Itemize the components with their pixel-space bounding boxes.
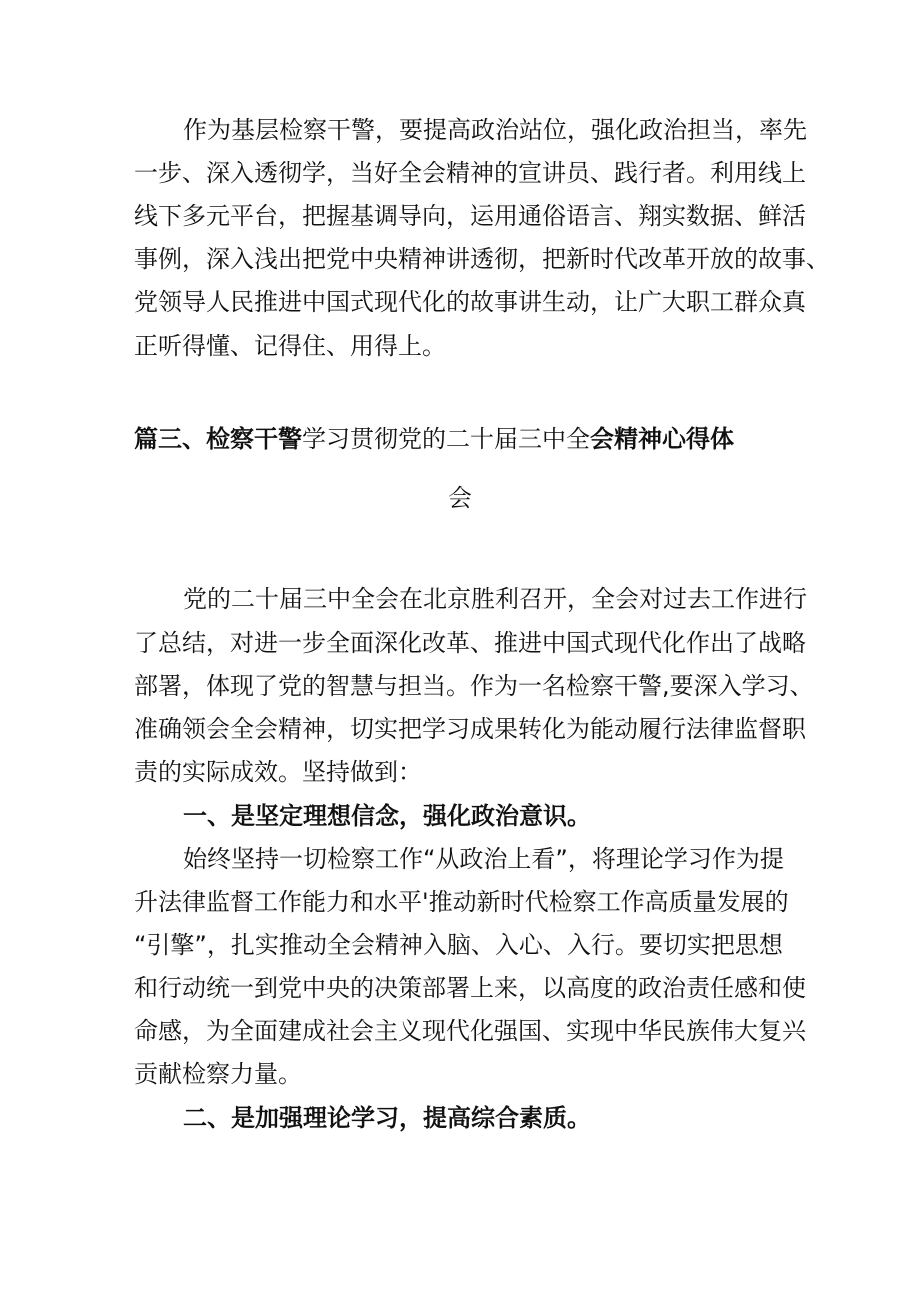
section-heading <box>134 423 734 455</box>
paragraph-line: 事例，深入浅出把党中央精神讲透彻，把新时代改革开放的故事、 <box>134 245 830 273</box>
paragraph-line: 党领导人民推进中国式现代化的故事讲生动，让广大职工群众真 <box>134 288 806 316</box>
paragraph-line: 和行动统一到党中央的决策部署上来，以高度的政治责任感和使 <box>134 974 806 1002</box>
paragraph-line: 正听得懂、记得住、用得上。 <box>134 332 446 360</box>
heading-part-bold: 篇三、检察干警 <box>134 425 302 453</box>
paragraph-line: 线下多元平台，把握基调导向，运用通俗语言、翔实数据、鲜活 <box>134 202 806 230</box>
paragraph-line: 责的实际成效。坚持做到： <box>134 758 422 786</box>
subsection-title-2: 二、是加强理论学习，提高综合素质。 <box>183 1104 591 1132</box>
paragraph-line: 一步、深入透彻学，当好全会精神的宣讲员、践行者。利用线上 <box>134 159 806 187</box>
paragraph-line: 党的二十届三中全会在北京胜利召开，全会对过去工作进行 <box>183 585 807 613</box>
paragraph-line: 升法律监督工作能力和水平'推动新时代检察工作高质量发展的 <box>134 888 789 916</box>
paragraph-line: 始终坚持一切检察工作“从政治上看”，将理论学习作为提 <box>183 845 784 873</box>
paragraph-line: 贡献检察力量。 <box>134 1060 302 1088</box>
subsection-title-1: 一、是坚定理想信念，强化政治意识。 <box>183 802 591 830</box>
paragraph-line: 准确领会全会精神，切实把学习成果转化为能动履行法律监督职 <box>134 715 806 743</box>
heading-continuation: 会 <box>448 484 472 512</box>
paragraph-line: “引擎”，扎实推动全会精神入脑、入心、入行。要切实把思想 <box>134 931 783 959</box>
paragraph-line: 命感，为全面建成社会主义现代化强国、实现中华民族伟大复兴 <box>134 1017 806 1045</box>
heading-part-regular: 学习贯彻党的二十届三中全 <box>302 425 590 453</box>
heading-part-bold: 会精神心得体 <box>590 425 734 453</box>
paragraph-line: 作为基层检察干警，要提高政治站位，强化政治担当，率先 <box>183 116 807 144</box>
paragraph-line: 了总结，对进一步全面深化改革、推进中国式现代化作出了战略 <box>134 629 806 657</box>
paragraph-line: 部署，体现了党的智慧与担当。作为一名检察干警,要深入学习、 <box>134 672 814 700</box>
